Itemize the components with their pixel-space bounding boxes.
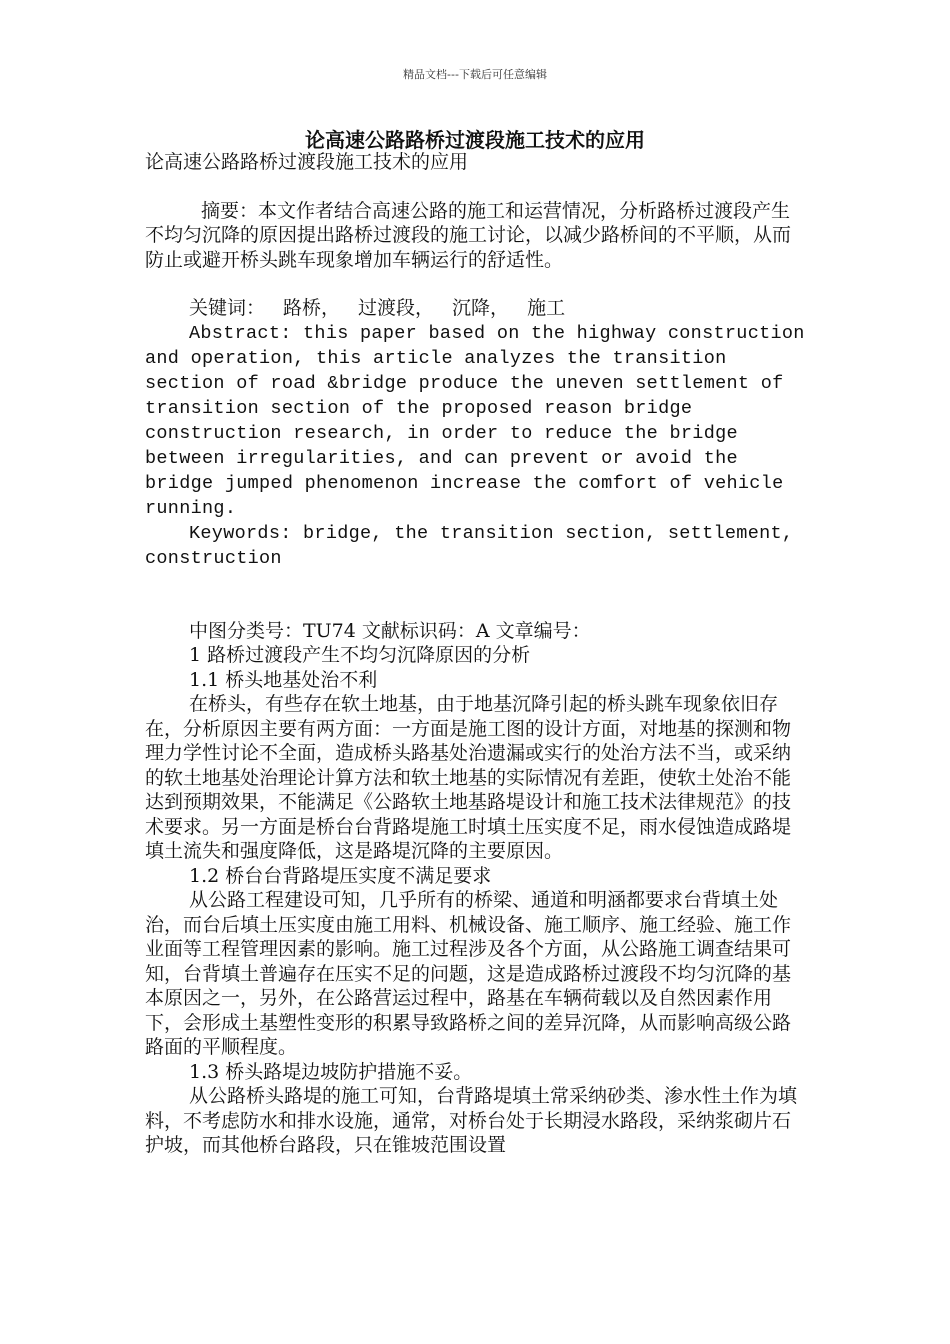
document-body (145, 150, 805, 1158)
keyword-item: 路桥， (283, 297, 341, 319)
keywords-label: 关键词： (189, 297, 266, 319)
abstract-chinese: 摘要：本文作者结合高速公路的施工和运营情况，分析路桥过渡段产生不均匀沉降的原因提出路桥过渡段的施工讨论，以减少路桥间的不平顺，从而防止或避开桥头跳车现象增加车辆运行的舒适性。 (145, 199, 792, 271)
keywords-chinese (145, 296, 805, 321)
subsection-heading: 1.2 桥台台背路堤压实度不满足要求 (189, 864, 492, 887)
paragraph: 在桥头，有些存在软土地基，由于地基沉降引起的桥头跳车现象依旧存在，分析原因主要有两方面：一方面是施工图的设计方面，对地基的探测和物理力学性讨论不全面，造成桥头路基处治遗漏或实行的处治方法不当，或采纳的软土地基处治理论计算方法和软土地基的实际情况有差距，使软土处治不能达到预期效果，不能满足《公路软土地基路堤设计和施工技术法律规范》的技术要求。另一方面是桥台台背路堤施工时填土压实度不足，雨水侵蚀造成路堤填土流失和强度降低，这是路堤沉降的主要原因。 (145, 693, 792, 862)
paragraph: 从公路工程建设可知，几乎所有的桥梁、通道和明涵都要求台背填土处治，而台后填土压实度由施工用料、机械设备、施工顺序、施工经验、施工作业面等工程管理因素的影响。施工过程涉及各个方面，从公路施工调查结果可知，台背填土普遍存在压实不足的问题，这是造成路桥过渡段不均匀沉降的基本原因之一，另外，在公路营运过程中，路基在车辆荷载以及自然因素作用下，会形成土基塑性变形的积累导致路桥之间的差异沉降，从而影响高级公路路面的平顺程度。 (145, 889, 792, 1058)
section-heading: 1 路桥过渡段产生不均匀沉降原因的分析 (189, 644, 531, 666)
page-header-watermark: 精品文档---下载后可任意编辑 (403, 68, 547, 81)
abstract-english: Abstract: this paper based on the highway construction and operation, this article analyzes the transition section of road &bridge produce the uneven settlement of transition section of the proposed reason bridge construction research, in order to reduce the bridge between irregularities, and can prevent or avoid the bridge jumped phenomenon increase the comfort of vehicle running. (145, 322, 805, 519)
keyword-item: 过渡段， (358, 297, 435, 319)
subsection-heading: 1.3 桥头路堤边坡防护措施不妥。 (189, 1060, 473, 1083)
keywords-english: Keywords: bridge, the transition section, settlement, construction (145, 522, 794, 569)
keyword-item: 沉降， (452, 297, 510, 319)
keyword-item: 施工 (527, 297, 566, 319)
document-title: 论高速公路路桥过渡段施工技术的应用 (305, 128, 645, 152)
subsection-heading: 1.1 桥头地基处治不利 (189, 668, 378, 691)
classification-line: 中图分类号：TU74 文献标识码：A 文章编号： (189, 619, 591, 642)
document-subtitle: 论高速公路路桥过渡段施工技术的应用 (145, 151, 469, 173)
paragraph: 从公路桥头路堤的施工可知，台背路堤填土常采纳砂类、渗水性土作为填料，不考虑防水和排水设施，通常，对桥台处于长期浸水路段，采纳浆砌片石护坡，而其他桥台路段，只在锥坡范围设置 (145, 1085, 798, 1156)
